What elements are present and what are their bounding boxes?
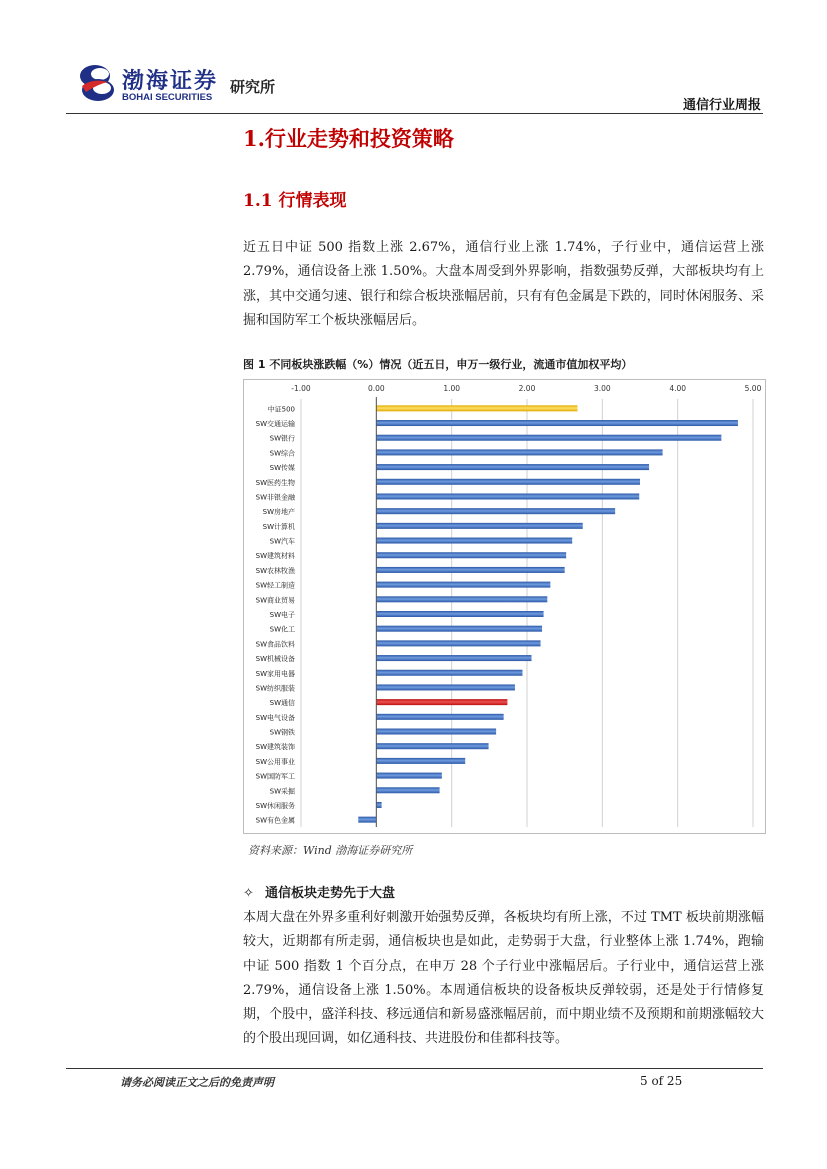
category-label: SW国防军工: [255, 772, 295, 781]
category-label: 中证500: [267, 405, 295, 414]
bar-SW休闲服务: [376, 802, 381, 808]
telecom-trend-title: 通信板块走势先于大盘: [265, 886, 396, 901]
bar-SW化工: [376, 626, 542, 632]
category-label: SW轻工制造: [255, 581, 295, 590]
disclaimer-note: 请务必阅读正文之后的免责声明: [120, 1076, 274, 1089]
bar-SW建筑装饰: [376, 743, 488, 749]
logo-icon: [78, 62, 118, 104]
x-tick-label: 2.00: [518, 384, 536, 393]
bar-SW机械设备: [376, 655, 531, 661]
category-label: SW建筑材料: [255, 552, 295, 561]
chart-frame: [244, 380, 766, 834]
header-divider: [66, 113, 763, 114]
bar-SW公用事业: [376, 758, 465, 764]
bar-SW纺织服装: [376, 684, 515, 690]
x-tick-label: 3.00: [593, 384, 611, 393]
figure-source: 资料来源：Wind 渤海证券研究所: [248, 844, 413, 857]
bar-中证500: [376, 405, 577, 411]
category-label: SW食品饮料: [255, 640, 295, 649]
category-label: SW有色金属: [255, 816, 295, 825]
bar-SW轻工制造: [376, 582, 550, 588]
bar-SW食品饮料: [376, 640, 540, 646]
bar-SW家用电器: [376, 670, 522, 676]
category-label: SW电子: [269, 611, 295, 619]
category-label: SW采掘: [269, 787, 295, 796]
logo-english-name: BOHAI SECURITIES: [122, 92, 213, 103]
telecom-trend-paragraph: 本周大盘在外界多重利好刺激开始强势反弹，各板块均有所上涨，不过 TMT 板块前期涨幅较大，近期都有所走弱，通信板块也是如此，走势弱于大盘，行业整体上涨 1.74%，跑输中证 500 指数 1 个百分点，在申万 28 个子行业中涨幅居后。子行业中，通信运营上涨 2.79%，通信设备上涨 1.50%。本周通信板块的设备板块反弹较弱，还是处于行情修复期，个股中，盛洋科技、移远通信和新易盛涨幅居前，而中期业绩不及预期和前期涨幅较大的个股出现回调，如亿通科技、共进股份和佳都科技等。: [243, 910, 764, 1047]
bar-SW综合: [376, 449, 662, 455]
bar-SW钢铁: [376, 729, 496, 735]
x-tick-label: 0.00: [367, 384, 385, 393]
category-label: SW机械设备: [255, 655, 295, 664]
bar-SW电子: [376, 611, 543, 617]
category-label: SW银行: [269, 434, 295, 443]
logo-chinese-name: 渤海证券: [122, 69, 219, 94]
bar-SW房地产: [376, 508, 615, 514]
category-label: SW休闲服务: [255, 801, 295, 810]
sector-change-bar-chart: [243, 379, 766, 834]
x-tick-label: 4.00: [669, 384, 687, 393]
x-tick-label: -1.00: [291, 384, 311, 393]
category-label: SW非银金融: [255, 493, 295, 502]
page-number: 5 of 25: [640, 1074, 683, 1088]
section-heading: 1.行业走势和投资策略: [243, 126, 454, 151]
market-performance-paragraph: 近五日中证 500 指数上涨 2.67%，通信行业上涨 1.74%，子行业中，通信运营上涨 2.79%，通信设备上涨 1.50%。大盘本周受到外界影响，指数强势反弹，大部板块均有上涨，其中交通匀速、银行和综合板块涨幅居前，只有有色金属是下跌的，同时休闲服务、采掘和国防军工个板块涨幅居后。: [243, 240, 764, 328]
bar-SW有色金属: [358, 817, 376, 823]
category-label: SW房地产: [262, 508, 295, 517]
bar-SW建筑材料: [376, 552, 566, 558]
category-label: SW公用事业: [255, 757, 295, 766]
category-label: SW传媒: [269, 464, 295, 473]
category-label: SW钢铁: [269, 728, 295, 737]
category-label: SW电气设备: [255, 713, 295, 722]
bar-SW商业贸易: [376, 596, 547, 602]
category-label: SW纺织服装: [255, 684, 295, 693]
category-label: SW化工: [269, 625, 295, 634]
bar-SW农林牧渔: [376, 567, 564, 573]
bar-SW计算机: [376, 523, 582, 529]
x-tick-label: 1.00: [443, 384, 461, 393]
bar-SW交通运输: [376, 420, 738, 426]
category-label: SW交通运输: [255, 420, 295, 429]
category-label: SW综合: [269, 449, 295, 458]
bar-SW汽车: [376, 538, 572, 544]
telecom-trend-heading: [243, 882, 395, 901]
report-type: 通信行业周报: [682, 98, 761, 113]
category-label: SW通信: [269, 699, 295, 708]
figure-caption: 图 1 不同板块涨跌幅（%）情况（近五日，申万一级行业，流通市值加权平均）: [243, 358, 633, 371]
bar-SW国防军工: [376, 773, 442, 779]
bar-SW非银金融: [376, 493, 639, 499]
category-label: SW农林牧渔: [255, 566, 295, 575]
category-label: SW医药生物: [255, 478, 295, 487]
category-label: SW计算机: [262, 522, 295, 531]
x-tick-label: 5.00: [744, 384, 762, 393]
category-label: SW家用电器: [255, 669, 295, 678]
category-label: SW商业贸易: [255, 596, 295, 605]
bar-SW传媒: [376, 464, 649, 470]
bar-SW银行: [376, 435, 721, 441]
bar-SW通信: [376, 699, 507, 705]
category-label: SW汽车: [269, 537, 295, 546]
institute-label: 研究所: [230, 78, 276, 96]
subsection-heading: 1.1 行情表现: [243, 191, 347, 211]
diamond-bullet-icon: ✧: [243, 886, 254, 901]
bar-SW采掘: [376, 787, 439, 793]
footer-divider: [66, 1068, 763, 1069]
bar-SW医药生物: [376, 479, 640, 485]
bar-SW电气设备: [376, 714, 503, 720]
category-label: SW建筑装饰: [255, 743, 295, 752]
